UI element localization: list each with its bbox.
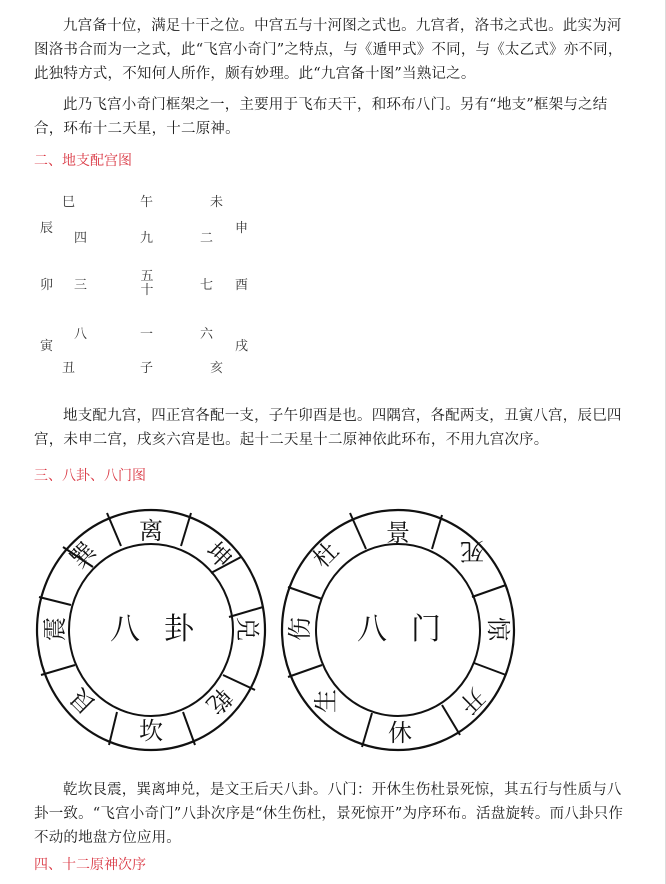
gate-shang: 伤 [286, 617, 314, 641]
branch-mao: 卯 [40, 278, 54, 293]
branch-yin: 寅 [40, 339, 54, 354]
trigram-dui: 兑 [233, 617, 261, 641]
trigram-kun: 坤 [200, 536, 238, 574]
bagua-center-char-1: 八 [110, 612, 140, 647]
gate-xiu: 休 [388, 719, 412, 747]
bamen-circle [276, 505, 520, 759]
trigram-gen: 艮 [64, 682, 102, 720]
branch-wei: 未 [210, 195, 224, 210]
trigram-kan: 坎 [139, 717, 163, 745]
branch-xu: 戌 [235, 339, 249, 354]
branch-chen: 辰 [40, 221, 54, 236]
gate-sheng: 生 [312, 689, 340, 713]
trigram-qian: 乾 [200, 682, 238, 720]
branch-si: 巳 [62, 195, 76, 210]
paragraph-nine-palaces: 九宫备十位，满足十干之位。中宫五与十河图之式也。九宫者，洛书之式也。此实为河图洛书合而为一之式，此“飞宫小奇门”之特点，与《遁甲式》不同，与《太乙式》亦不同，此独特方式，不知何人所作，颇有妙理。此“九宫备十图”当熟记之。 [34, 18, 623, 82]
heading-bagua-bamen-chart: 三、八卦、八门图 [34, 468, 146, 484]
palace-eight: 八 [74, 327, 88, 342]
palace-six: 六 [200, 327, 214, 342]
trigram-xun: 巽 [64, 536, 102, 574]
palace-four: 四 [74, 231, 88, 246]
branch-wu: 午 [140, 195, 154, 210]
gate-du: 杜 [307, 536, 345, 574]
palace-five: 五 [140, 269, 154, 284]
palace-ten: 十 [140, 283, 154, 298]
trigram-zhen: 震 [41, 617, 69, 641]
heading-twelve-spirits-order: 四、十二原神次序 [34, 857, 146, 873]
branch-you: 酉 [235, 278, 249, 293]
branch-hai: 亥 [210, 361, 224, 376]
palace-one: 一 [140, 327, 154, 342]
paragraph-bagua-bamen-explanation: 乾坎艮震，巽离坤兑，是文王后天八卦。八门：开休生伤杜景死惊，其五行与性质与八卦一致。“飞宫小奇门”八卦次序是“休生伤杜，景死惊开”为序环布。活盘旋转。而八卦只作不动的地盘方位应用。 [34, 782, 624, 846]
branch-zi: 子 [140, 361, 154, 376]
gate-si: 死 [460, 537, 484, 565]
heading-dizhi-palace-chart: 二、地支配宫图 [34, 153, 132, 169]
gate-jing-fright: 惊 [484, 617, 512, 641]
paragraph-framework: 此乃飞宫小奇门框架之一，主要用于飞布天干，和环布八门。另有“地支”框架与之结合，环布十二天星，十二原神。 [34, 97, 608, 137]
bamen-center-char-2: 门 [411, 612, 441, 647]
trigram-li: 离 [139, 517, 163, 545]
branch-shen: 申 [235, 221, 249, 236]
gate-jing-scenery: 景 [386, 519, 410, 547]
paragraph-dizhi-explanation: 地支配九宫，四正宫各配一支，子午卯酉是也。四隅宫，各配两支，丑寅八宫，辰巳四宫，未申二宫，戌亥六宫是也。起十二天星十二原神依此环布，不用九宫次序。 [34, 408, 622, 448]
bagua-circle [33, 505, 271, 759]
palace-center [140, 270, 154, 298]
palace-nine: 九 [140, 231, 154, 246]
gate-kai: 开 [453, 682, 491, 720]
palace-two: 二 [200, 231, 214, 246]
bagua-center-char-2: 卦 [164, 612, 194, 647]
bagua-ring-graphic [33, 505, 271, 755]
palace-seven: 七 [200, 278, 214, 293]
palace-three: 三 [74, 278, 88, 293]
bamen-ring-graphic [276, 505, 520, 755]
bamen-center-char-1: 八 [357, 612, 387, 647]
branch-chou: 丑 [62, 361, 76, 376]
